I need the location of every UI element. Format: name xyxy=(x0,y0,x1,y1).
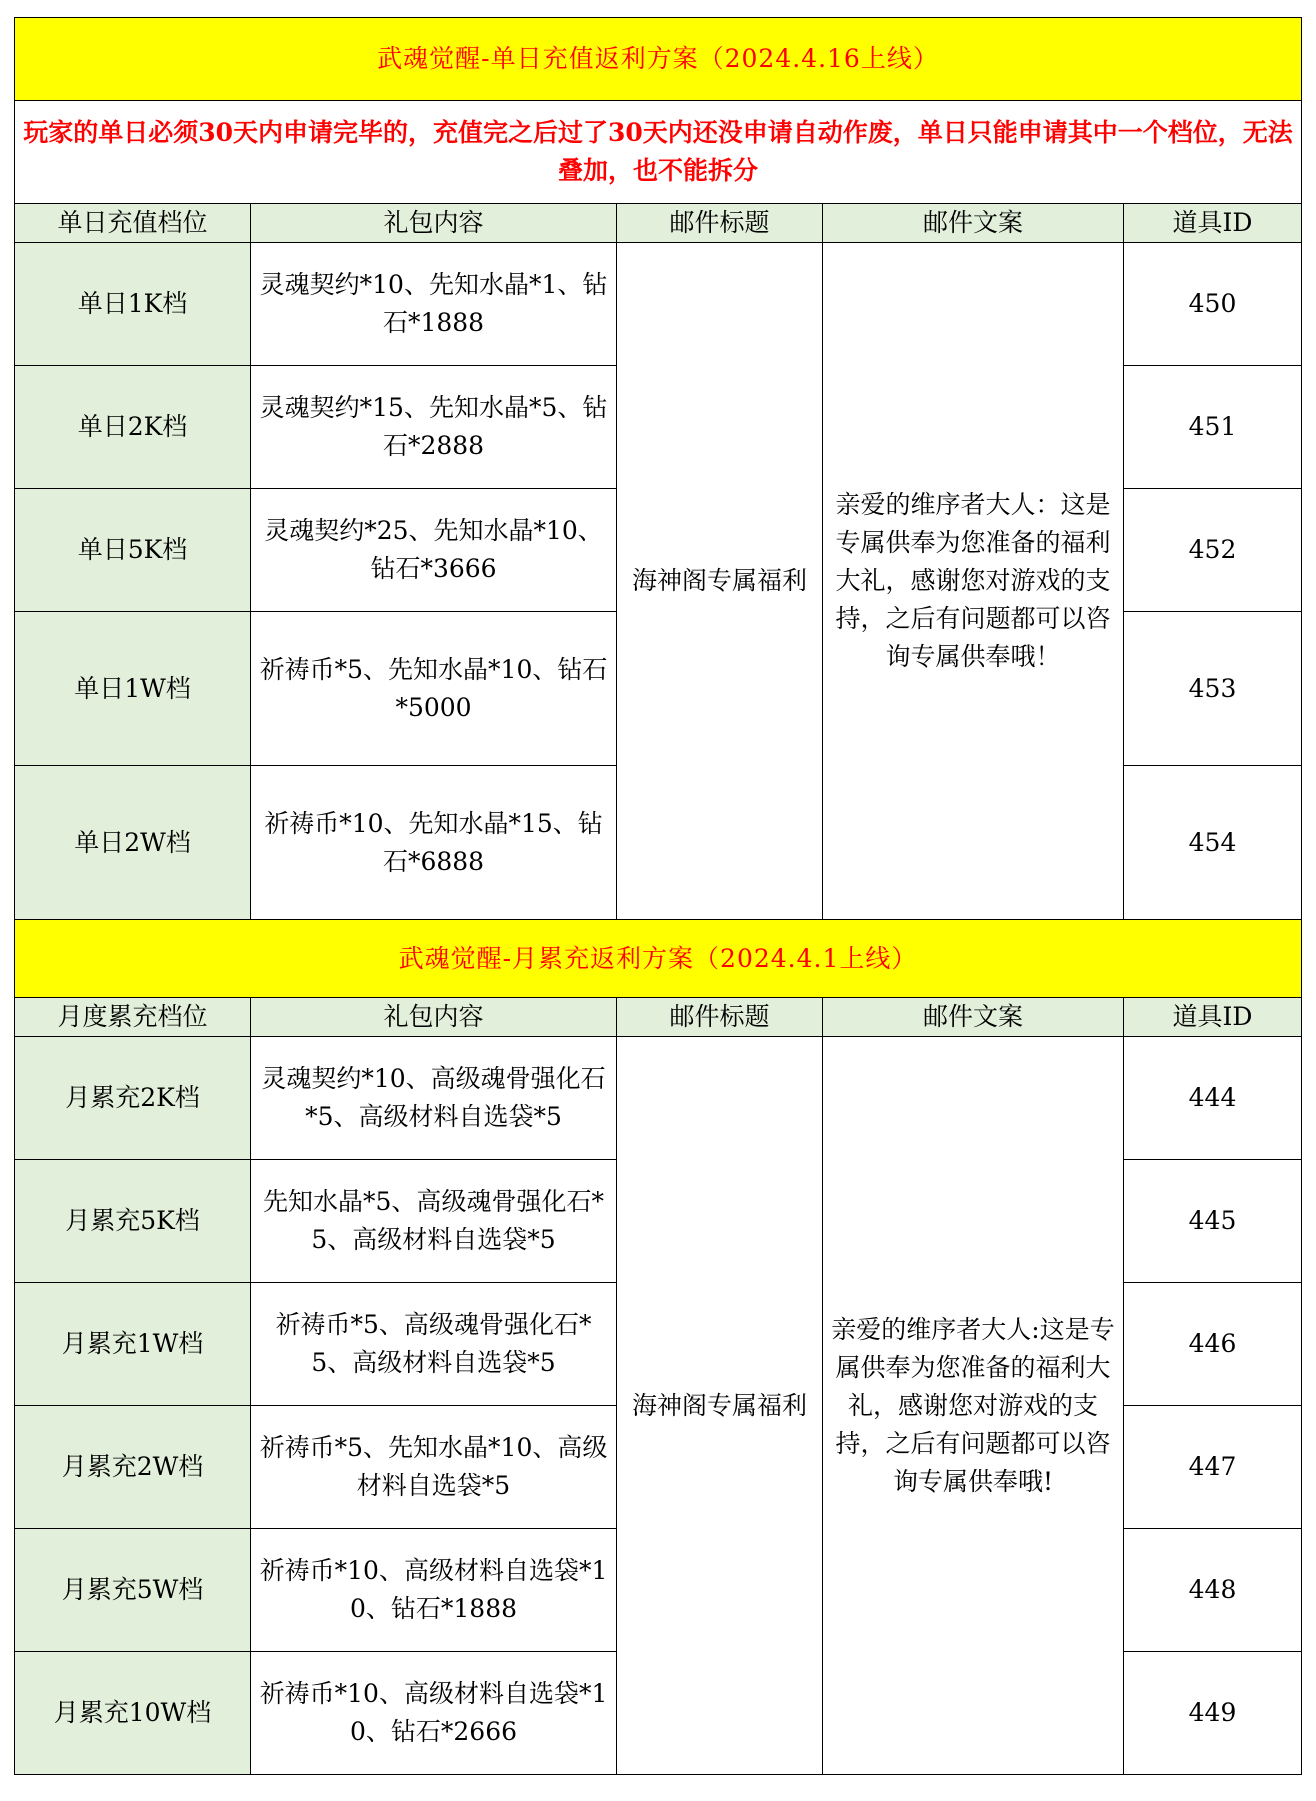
gift-cell: 灵魂契约*15、先知水晶*5、钻石*2888 xyxy=(251,366,617,489)
mail-title-cell: 海神阁专属福利 xyxy=(617,243,823,920)
header-item-id: 道具ID xyxy=(1124,998,1302,1037)
gift-cell: 灵魂契约*10、先知水晶*1、钻石*1888 xyxy=(251,243,617,366)
gift-cell: 祈祷币*10、高级材料自选袋*10、钻石*1888 xyxy=(251,1529,617,1652)
tier-cell: 月累充5K档 xyxy=(15,1160,251,1283)
header-mail-text: 邮件文案 xyxy=(823,204,1124,243)
mail-title-cell: 海神阁专属福利 xyxy=(617,1037,823,1775)
table-row xyxy=(15,243,1302,366)
gift-cell: 祈祷币*5、高级魂骨强化石*5、高级材料自选袋*5 xyxy=(251,1283,617,1406)
monthly-header-row xyxy=(15,998,1302,1037)
header-mail-text: 邮件文案 xyxy=(823,998,1124,1037)
item-id-cell: 448 xyxy=(1124,1529,1302,1652)
item-id-cell: 449 xyxy=(1124,1652,1302,1775)
header-mail-title: 邮件标题 xyxy=(617,204,823,243)
gift-cell: 灵魂契约*10、高级魂骨强化石*5、高级材料自选袋*5 xyxy=(251,1037,617,1160)
tier-cell: 月累充2W档 xyxy=(15,1406,251,1529)
item-id-cell: 447 xyxy=(1124,1406,1302,1529)
gift-cell: 祈祷币*5、先知水晶*10、高级材料自选袋*5 xyxy=(251,1406,617,1529)
spreadsheet xyxy=(14,17,1301,1775)
item-id-cell: 446 xyxy=(1124,1283,1302,1406)
gift-cell: 祈祷币*10、先知水晶*15、钻石*6888 xyxy=(251,766,617,920)
item-id-cell: 445 xyxy=(1124,1160,1302,1283)
monthly-section-title: 武魂觉醒-月累充返利方案（2024.4.1上线） xyxy=(15,920,1302,998)
gift-cell: 祈祷币*10、高级材料自选袋*10、钻石*2666 xyxy=(251,1652,617,1775)
item-id-cell: 453 xyxy=(1124,612,1302,766)
tier-cell: 单日5K档 xyxy=(15,489,251,612)
tier-cell: 月累充1W档 xyxy=(15,1283,251,1406)
item-id-cell: 451 xyxy=(1124,366,1302,489)
item-id-cell: 452 xyxy=(1124,489,1302,612)
tier-cell: 单日2W档 xyxy=(15,766,251,920)
header-gift: 礼包内容 xyxy=(251,998,617,1037)
daily-section-title: 武魂觉醒-单日充值返利方案（2024.4.16上线） xyxy=(15,18,1302,101)
gift-cell: 先知水晶*5、高级魂骨强化石*5、高级材料自选袋*5 xyxy=(251,1160,617,1283)
daily-header-row xyxy=(15,204,1302,243)
rebate-table xyxy=(14,17,1302,1775)
header-tier: 单日充值档位 xyxy=(15,204,251,243)
item-id-cell: 444 xyxy=(1124,1037,1302,1160)
header-tier: 月度累充档位 xyxy=(15,998,251,1037)
mail-text-cell: 亲爱的维序者大人:这是专属供奉为您准备的福利大礼，感谢您对游戏的支持，之后有问题都可以咨询专属供奉哦! xyxy=(823,1037,1124,1775)
mail-text-cell: 亲爱的维序者大人：这是专属供奉为您准备的福利大礼，感谢您对游戏的支持，之后有问题都可以咨询专属供奉哦！ xyxy=(823,243,1124,920)
tier-cell: 单日2K档 xyxy=(15,366,251,489)
gift-cell: 灵魂契约*25、先知水晶*10、钻石*3666 xyxy=(251,489,617,612)
daily-notice: 玩家的单日必须30天内申请完毕的，充值完之后过了30天内还没申请自动作废，单日只能申请其中一个档位，无法叠加，也不能拆分 xyxy=(15,101,1302,204)
item-id-cell: 450 xyxy=(1124,243,1302,366)
header-mail-title: 邮件标题 xyxy=(617,998,823,1037)
header-gift: 礼包内容 xyxy=(251,204,617,243)
tier-cell: 月累充2K档 xyxy=(15,1037,251,1160)
tier-cell: 月累充5W档 xyxy=(15,1529,251,1652)
gift-cell: 祈祷币*5、先知水晶*10、钻石*5000 xyxy=(251,612,617,766)
table-row xyxy=(15,1037,1302,1160)
tier-cell: 单日1K档 xyxy=(15,243,251,366)
item-id-cell: 454 xyxy=(1124,766,1302,920)
tier-cell: 月累充10W档 xyxy=(15,1652,251,1775)
header-item-id: 道具ID xyxy=(1124,204,1302,243)
tier-cell: 单日1W档 xyxy=(15,612,251,766)
